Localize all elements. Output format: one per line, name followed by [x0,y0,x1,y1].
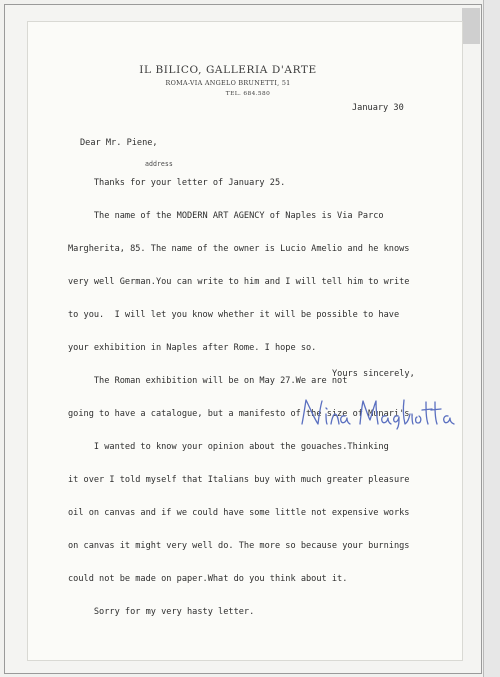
body-line: The name of the MODERN ART AGENCY of Naples is Via Parco [68,211,384,221]
body-line: it over I told myself that Italians buy with much greater pleasure [68,475,410,485]
letter-date: January 30 [352,103,404,113]
body-line: going to have a catalogue, but a manifesto of the size of Munari's. [68,409,415,419]
body-line: your exhibition in Naples after Rome. I hope so. [68,343,317,353]
scan-tab [462,8,480,44]
letter-salutation: Dear Mr. Piene, [80,138,158,148]
body-line: I wanted to know your opinion about the gouaches.Thinking [68,442,389,452]
gallery-address: ROMA-VIA ANGELO BRUNETTI, 51 [165,79,291,87]
body-line: Margherita, 85. The name of the owner is Lucio Amelio and he knows [68,244,410,254]
gallery-name: IL BILICO, GALLERIA D'ARTE [139,64,317,76]
handwritten-signature [298,396,458,430]
body-line: oil on canvas and if we could have some little not expensive works [68,508,410,518]
body-line: Sorry for my very hasty letter. [68,607,255,617]
scan-edge-strip [483,0,500,677]
body-line: could not be made on paper.What do you think about it. [68,574,348,584]
body-line: Thanks for your letter of January 25. [68,178,286,188]
body-line: on canvas it might very well do. The more so because your burnings [68,541,410,551]
handwritten-insertion: address [145,160,173,168]
body-line: The Roman exhibition will be on May 27.We are not [68,376,348,386]
body-line: to you. I will let you know whether it will be possible to have [68,310,400,320]
letterhead [128,64,328,97]
gallery-telephone: TEL. 684.580 [225,91,271,97]
letter-closing: Yours sincerely, [332,369,415,379]
body-line: very well German.You can write to him and I will tell him to write [68,277,410,287]
